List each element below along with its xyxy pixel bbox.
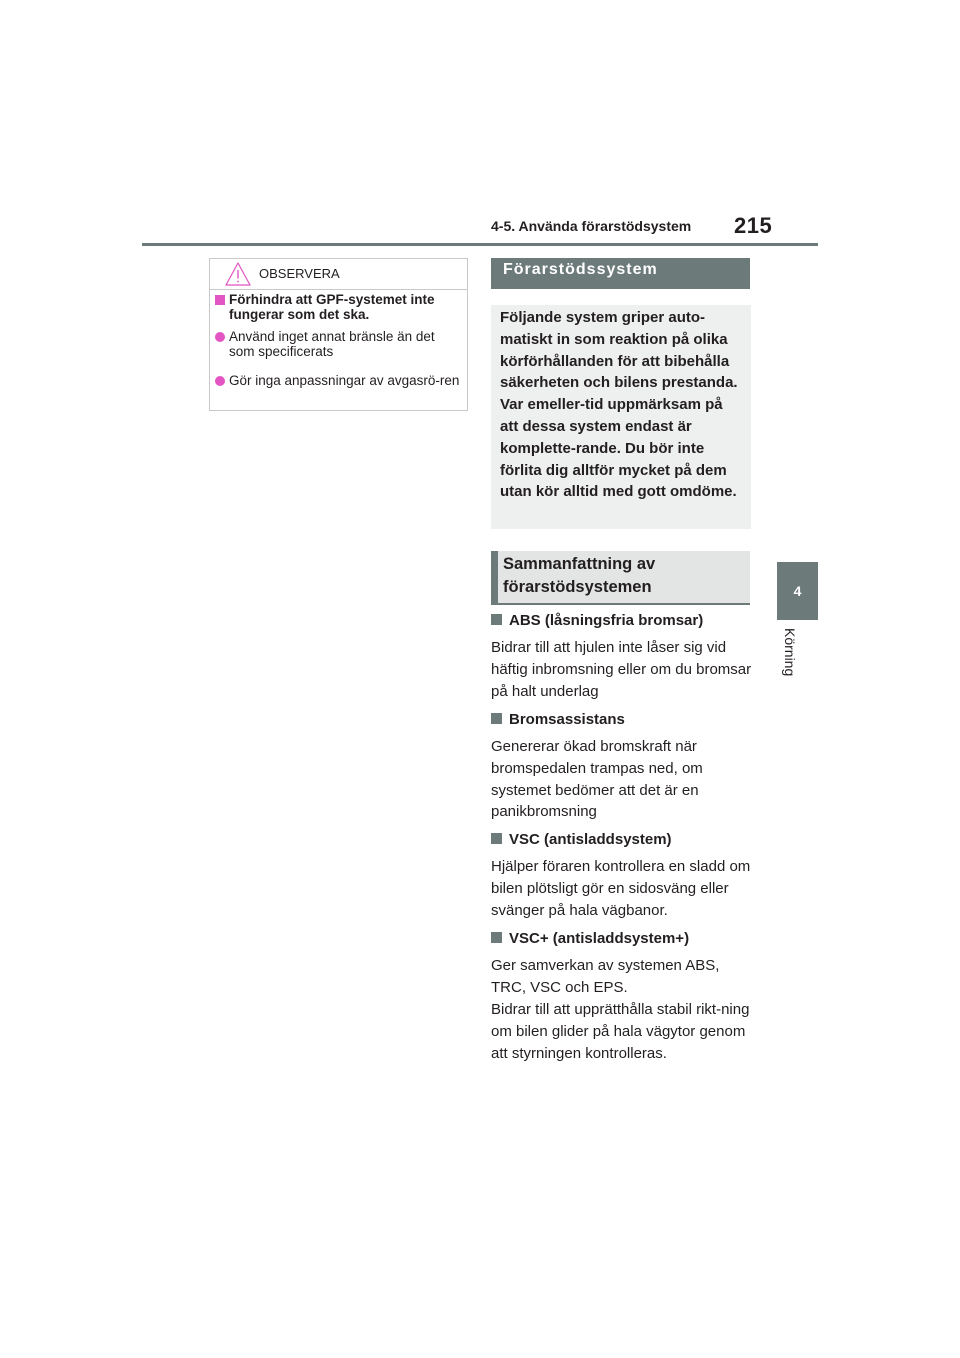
circle-bullet-icon [215, 332, 225, 342]
item-text: Ger samverkan av systemen ABS, TRC, VSC och EPS. [491, 957, 720, 996]
item-text: Hjälper föraren kontrollera en sladd om bilen plötsligt gör en sidosväng eller svänger på hala vägbanor. [491, 858, 751, 919]
main-title: Förarstödssystem [491, 258, 750, 289]
item-heading: VSC (antisladdsystem) [491, 831, 672, 848]
chapter-label-wrap [784, 628, 810, 698]
square-bullet-icon [491, 833, 502, 844]
square-bullet-icon [215, 295, 225, 305]
chapter-label: Körning [782, 628, 798, 677]
item-heading: ABS (låsningsfria bromsar) [491, 612, 703, 629]
chapter-number: 4 [793, 583, 802, 599]
section-header: 4-5. Använda förarstödsystem [491, 218, 692, 234]
notice-item [215, 292, 461, 322]
section-heading: Sammanfattning av förarstödsystemen [491, 551, 750, 605]
intro-text: Följande system griper auto-matiskt in som reaktion på olika körförhållanden för att bibehålla säkerheten och bilens prestanda. Var emeller-tid uppmärksam på att dessa system endast är komplette-rande. Du bör inte förlita dig alltför mycket på dem utan kör alltid med gott omdöme. [500, 309, 738, 501]
square-bullet-icon [491, 932, 502, 943]
notice-item [215, 373, 461, 388]
item-text-continued: Bidrar till att upprätthålla stabil rikt-ning om bilen glider på hala vägytor genom att styrningen kontrolleras. [491, 1001, 750, 1062]
notice-box [209, 258, 468, 411]
header-rule [142, 243, 818, 246]
notice-header [210, 259, 467, 290]
item-heading: VSC+ (antisladdsystem+) [491, 930, 689, 947]
item-text: Genererar ökad bromskraft när bromspedalen trampas ned, om systemet bedömer att det är en panikbromsning [491, 738, 703, 821]
warning-triangle-icon [224, 261, 252, 287]
intro-box [491, 305, 751, 529]
item-heading: Bromsassistans [491, 711, 625, 728]
square-bullet-icon [491, 614, 502, 625]
notice-title: OBSERVERA [259, 266, 340, 281]
notice-item-text: Gör inga anpassningar av avgasrö-ren [229, 373, 460, 388]
square-bullet-icon [491, 713, 502, 724]
notice-item-text: Använd inget annat bränsle än det som specificerats [229, 329, 435, 359]
page-number: 215 [734, 213, 773, 238]
notice-item-text: Förhindra att GPF-systemet inte fungerar som det ska. [229, 292, 435, 322]
circle-bullet-icon [215, 376, 225, 386]
chapter-tab [777, 562, 818, 620]
item-text: Bidrar till att hjulen inte låser sig vid häftig inbromsning eller om du bromsar på halt underlag [491, 639, 752, 700]
notice-item [215, 329, 461, 359]
